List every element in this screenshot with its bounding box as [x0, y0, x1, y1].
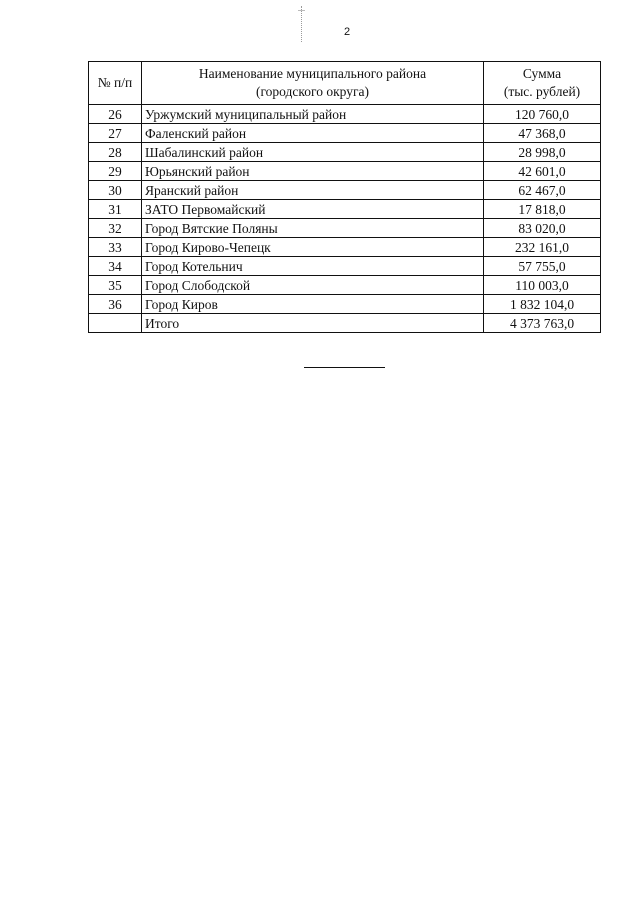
row-sum: 120 760,0: [484, 105, 601, 124]
table-row: [89, 181, 601, 200]
row-municipality: Юрьянский район: [142, 162, 484, 181]
header-municipality-line2: (городского округа): [255, 84, 370, 99]
table-row: [89, 143, 601, 162]
row-municipality: Город Слободской: [142, 276, 484, 295]
row-sum: 232 161,0: [484, 238, 601, 257]
row-sum: 47 368,0: [484, 124, 601, 143]
table-row: [89, 238, 601, 257]
table-row: [89, 200, 601, 219]
row-sum: 110 003,0: [484, 276, 601, 295]
row-number: 34: [89, 257, 142, 276]
table-row: [89, 124, 601, 143]
table-row: [89, 219, 601, 238]
total-row: [89, 314, 601, 333]
row-municipality: ЗАТО Первомайский: [142, 200, 484, 219]
row-number: 26: [89, 105, 142, 124]
row-municipality: Яранский район: [142, 181, 484, 200]
row-municipality: Город Кирово-Чепецк: [142, 238, 484, 257]
row-municipality: Город Котельнич: [142, 257, 484, 276]
row-municipality: Город Киров: [142, 295, 484, 314]
table-body: [89, 105, 601, 333]
row-number: 33: [89, 238, 142, 257]
table-row: [89, 105, 601, 124]
table-row: [89, 162, 601, 181]
row-sum: 1 832 104,0: [484, 295, 601, 314]
budget-allocation-table: [88, 61, 601, 333]
table-header-row: [89, 62, 601, 105]
row-number: 27: [89, 124, 142, 143]
header-municipality: [142, 62, 484, 105]
row-sum: 83 020,0: [484, 219, 601, 238]
row-number: 29: [89, 162, 142, 181]
table-row: [89, 295, 601, 314]
header-municipality-line1: Наименование муниципального района: [198, 66, 427, 81]
row-municipality: Уржумский муниципальный район: [142, 105, 484, 124]
total-sum: 4 373 763,0: [484, 314, 601, 333]
row-municipality: Фаленский район: [142, 124, 484, 143]
table-row: [89, 276, 601, 295]
row-number: 36: [89, 295, 142, 314]
total-label: Итого: [142, 314, 484, 333]
row-sum: 57 755,0: [484, 257, 601, 276]
row-sum: 17 818,0: [484, 200, 601, 219]
end-of-document-rule: [304, 367, 385, 368]
row-number: 32: [89, 219, 142, 238]
scan-artifact-line: [301, 6, 303, 42]
row-number: 28: [89, 143, 142, 162]
row-number: 31: [89, 200, 142, 219]
header-sum-line2: (тыс. рублей): [503, 84, 581, 99]
row-sum: 42 601,0: [484, 162, 601, 181]
row-sum: 28 998,0: [484, 143, 601, 162]
header-sum: [484, 62, 601, 105]
total-number: [89, 314, 142, 333]
row-municipality: Город Вятские Поляны: [142, 219, 484, 238]
header-number: № п/п: [89, 62, 142, 105]
row-sum: 62 467,0: [484, 181, 601, 200]
header-sum-line1: Сумма: [522, 66, 562, 81]
row-municipality: Шабалинский район: [142, 143, 484, 162]
row-number: 30: [89, 181, 142, 200]
table-row: [89, 257, 601, 276]
page-number: 2: [344, 26, 351, 38]
row-number: 35: [89, 276, 142, 295]
scan-artifact-tick: [298, 10, 305, 11]
